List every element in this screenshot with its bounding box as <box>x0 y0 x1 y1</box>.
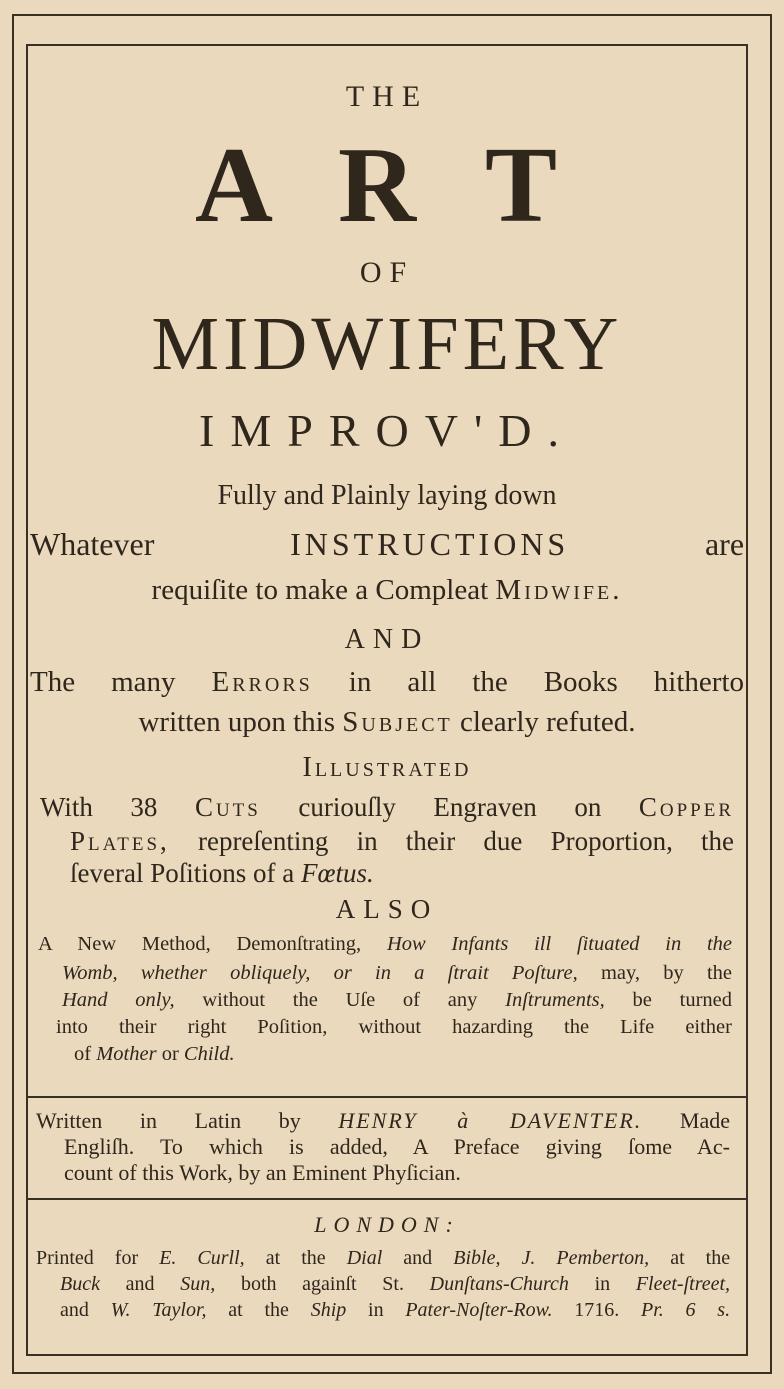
imprint-pemberton: J. Pemberton, <box>521 1247 650 1269</box>
imprint-at-the-2: at the <box>670 1247 731 1269</box>
imprint-both-against: both againſt St. <box>240 1273 404 1295</box>
illustrated-representing: repreſenting in their due Proportion, the <box>197 826 735 856</box>
also-of: of <box>74 1043 92 1065</box>
author-line-1 <box>36 1110 730 1132</box>
divider-bottom <box>28 1198 746 1200</box>
imprint-ship: Ship <box>310 1299 347 1321</box>
author-line-3: count of this Work, by an Eminent Phyſician. <box>64 1160 461 1185</box>
also-child: Child. <box>183 1043 235 1065</box>
subtitle-are: are <box>704 526 745 562</box>
imprint-and-3: and <box>60 1299 89 1321</box>
also-be-turned: be turned <box>632 989 733 1011</box>
subtitle-line-5 <box>30 708 744 737</box>
also-without-use: without the Uſe of any <box>202 989 478 1011</box>
title-of: OF <box>359 256 415 289</box>
subtitle-instructions: INSTRUCTIONS <box>290 526 570 562</box>
author-name: HENRY à DAVENTER. <box>338 1108 643 1133</box>
also-womb-obliquely: Womb, whether obliquely, or in a ſtrait Poſture, <box>62 962 578 984</box>
imprint-at-the-3: at the <box>228 1299 289 1321</box>
illustrated-engraven: curiouſly Engraven on <box>298 792 602 822</box>
illustrated-cuts: Cuts <box>194 792 261 822</box>
imprint-line-2 <box>60 1274 730 1294</box>
also-line-2 <box>62 963 732 984</box>
illustrated-foetus: Fœtus. <box>300 858 374 888</box>
subtitle-errors: Errors <box>211 666 313 698</box>
also-hand-only: Hand only, <box>62 989 175 1011</box>
imprint-dial: Dial <box>346 1247 383 1269</box>
subtitle-written-upon: written upon this <box>138 706 336 738</box>
imprint-price: Pr. 6 s. <box>641 1299 731 1321</box>
imprint-dunstans-church: Dunſtans-Church <box>429 1273 569 1295</box>
subtitle-requisite: requiſite to make a Compleat <box>151 574 489 606</box>
illustrated-line-2 <box>70 828 734 855</box>
illustrated-heading: Illustrated <box>302 752 472 783</box>
subtitle-books-hitherto: in all the Books hitherto <box>348 666 745 698</box>
imprint-and-2: and <box>125 1273 155 1295</box>
imprint-year: 1716. <box>574 1299 620 1321</box>
subtitle-line-3 <box>30 576 744 605</box>
also-line-3 <box>62 990 732 1011</box>
imprint-in-2: in <box>368 1299 384 1321</box>
imprint-pater-noster-row: Pater-Noſter-Row. <box>405 1299 553 1321</box>
subtitle-subject: Subject <box>342 706 453 738</box>
illustrated-several-positions: ſeveral Poſitions of a <box>70 858 295 888</box>
also-may-by-the: may, by the <box>600 962 732 984</box>
imprint-at-the-1: at the <box>265 1247 326 1269</box>
imprint-fleet-street: Fleet-ſtreet, <box>635 1273 731 1295</box>
imprint-printed-for: Printed for <box>36 1247 139 1269</box>
also-line-5 <box>74 1044 734 1065</box>
also-mother: Mother <box>96 1043 157 1065</box>
imprint-line-1 <box>36 1248 730 1268</box>
subtitle-clearly-refuted: clearly refuted. <box>460 706 636 738</box>
also-instruments: Inſtruments, <box>505 989 605 1011</box>
also-heading: ALSO <box>335 894 439 924</box>
title-improvd: IMPROV'D. <box>199 405 575 456</box>
imprint-buck: Buck <box>60 1273 100 1295</box>
illustrated-copper: Copper <box>638 792 734 822</box>
imprint-and-1: and <box>403 1247 433 1269</box>
author-written-in-latin: Written in Latin by <box>36 1108 301 1133</box>
also-line-4: into their right Poſition, without hazarding the Life either <box>56 1016 732 1038</box>
imprint-in-1: in <box>594 1273 611 1295</box>
divider-top <box>28 1096 746 1098</box>
imprint-curll: E. Curll, <box>159 1247 245 1269</box>
subtitle-midwife: Midwife. <box>495 574 623 606</box>
author-made: Made <box>679 1108 730 1133</box>
imprint-sun: Sun, <box>180 1273 216 1295</box>
illustrated-with-38: With 38 <box>40 792 158 822</box>
also-how-infants: How Infants ill ſituated in the <box>386 933 733 955</box>
also-or: or <box>161 1043 179 1065</box>
imprint-line-3 <box>60 1300 730 1320</box>
subtitle-line-4 <box>30 668 744 697</box>
subtitle-the-many: The many <box>30 666 176 698</box>
subtitle-and: AND <box>344 624 430 655</box>
also-line-1 <box>38 934 732 955</box>
title-the: THE <box>345 80 429 113</box>
subtitle-line-1: Fully and Plainly laying down <box>217 480 557 511</box>
also-new-method: A New Method, Demonſtrating, <box>38 933 362 955</box>
imprint-city: LONDON: <box>314 1212 460 1237</box>
subtitle-whatever: Whatever <box>30 526 155 562</box>
illustrated-line-3 <box>70 860 734 887</box>
illustrated-line-1 <box>40 794 734 821</box>
imprint-bible: Bible, <box>453 1247 501 1269</box>
author-line-2: Engliſh. To which is added, A Preface giving ſome Ac- <box>64 1134 730 1159</box>
title-art: A R T <box>194 126 580 245</box>
imprint-taylor: W. Taylor, <box>110 1299 207 1321</box>
subtitle-line-2 <box>30 528 744 560</box>
illustrated-plates: Plates, <box>70 826 170 856</box>
title-midwifery: MIDWIFERY <box>151 302 623 386</box>
